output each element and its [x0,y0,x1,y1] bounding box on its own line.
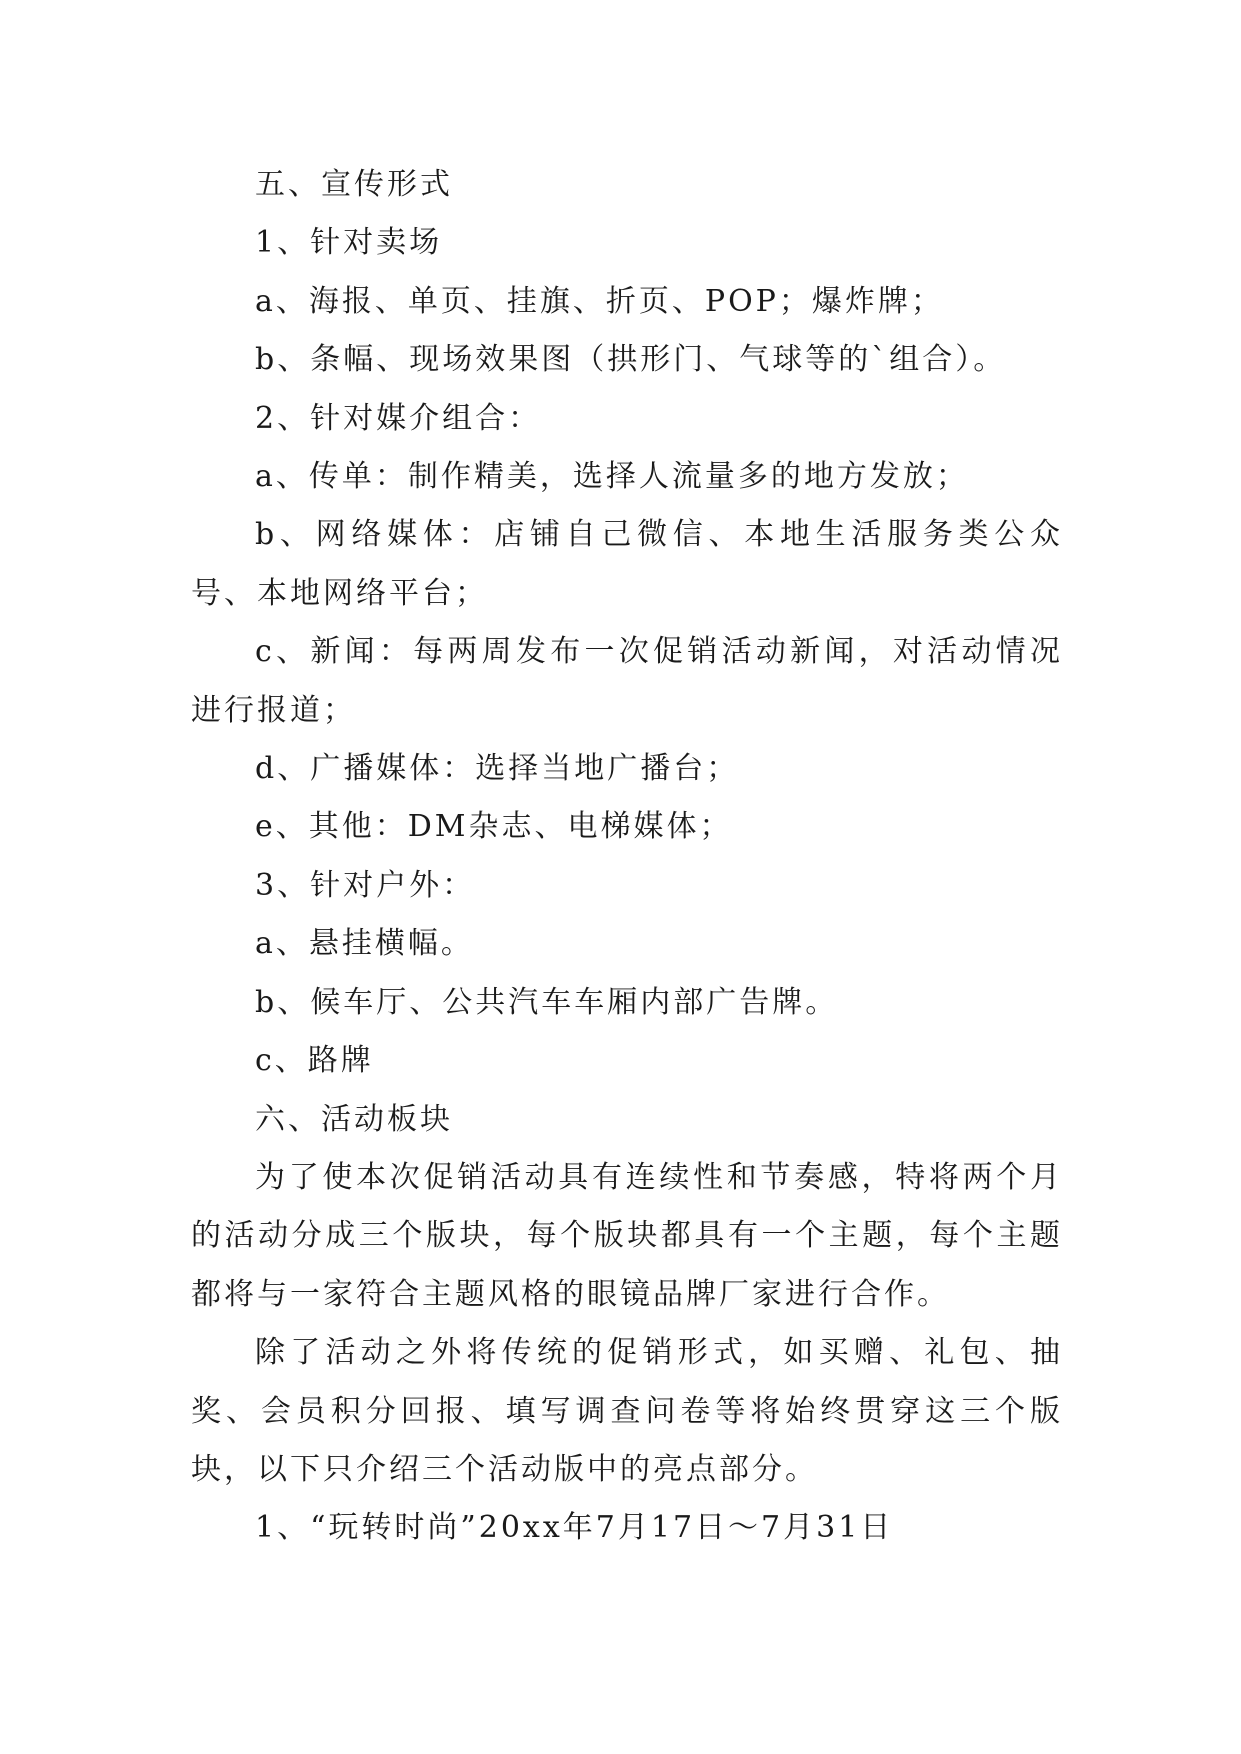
paragraph: b、网络媒体：店铺自己微信、本地生活服务类公众号、本地网络平台； [191,517,1063,611]
paragraph: 1、“玩转时尚”20xx年7月17日～7月31日 [255,1510,894,1546]
section-heading-publicity: 五、宣传形式 [255,167,453,202]
paragraph: c、路牌 [255,1043,374,1079]
paragraph: 1、针对卖场 [255,225,443,261]
paragraph: 3、针对户外： [255,867,476,903]
section-heading-activity-blocks: 六、活动板块 [255,1101,453,1137]
paragraph: 除了活动之外将传统的促销形式，如买赠、礼包、抽奖、会员积分回报、填写调查问卷等将始终贯穿这三个版块，以下只介绍三个活动版中的亮点部分。 [191,1335,1063,1487]
paragraph: c、新闻：每两周发布一次促销活动新闻，对活动情况进行报道； [191,634,1063,728]
paragraph: a、悬挂横幅。 [255,926,474,962]
paragraph: b、条幅、现场效果图（拱形门、气球等的`组合）。 [255,342,1007,378]
paragraph: 为了使本次促销活动具有连续性和节奏感，特将两个月的活动分成三个版块，每个版块都具有一个主题，每个主题都将与一家符合主题风格的眼镜品牌厂家进行合作。 [191,1159,1063,1312]
paragraph: b、候车厅、公共汽车车厢内部广告牌。 [255,984,839,1020]
paragraph: d、广播媒体：选择当地广播台； [255,751,740,787]
paragraph: e、其他：DM杂志、电梯媒体； [255,809,733,845]
document-body [191,156,1063,1558]
paragraph: a、海报、单页、挂旗、折页、POP；爆炸牌； [255,283,944,319]
paragraph: 2、针对媒介组合： [255,400,542,436]
paragraph: a、传单：制作精美，选择人流量多的地方发放； [255,459,969,495]
